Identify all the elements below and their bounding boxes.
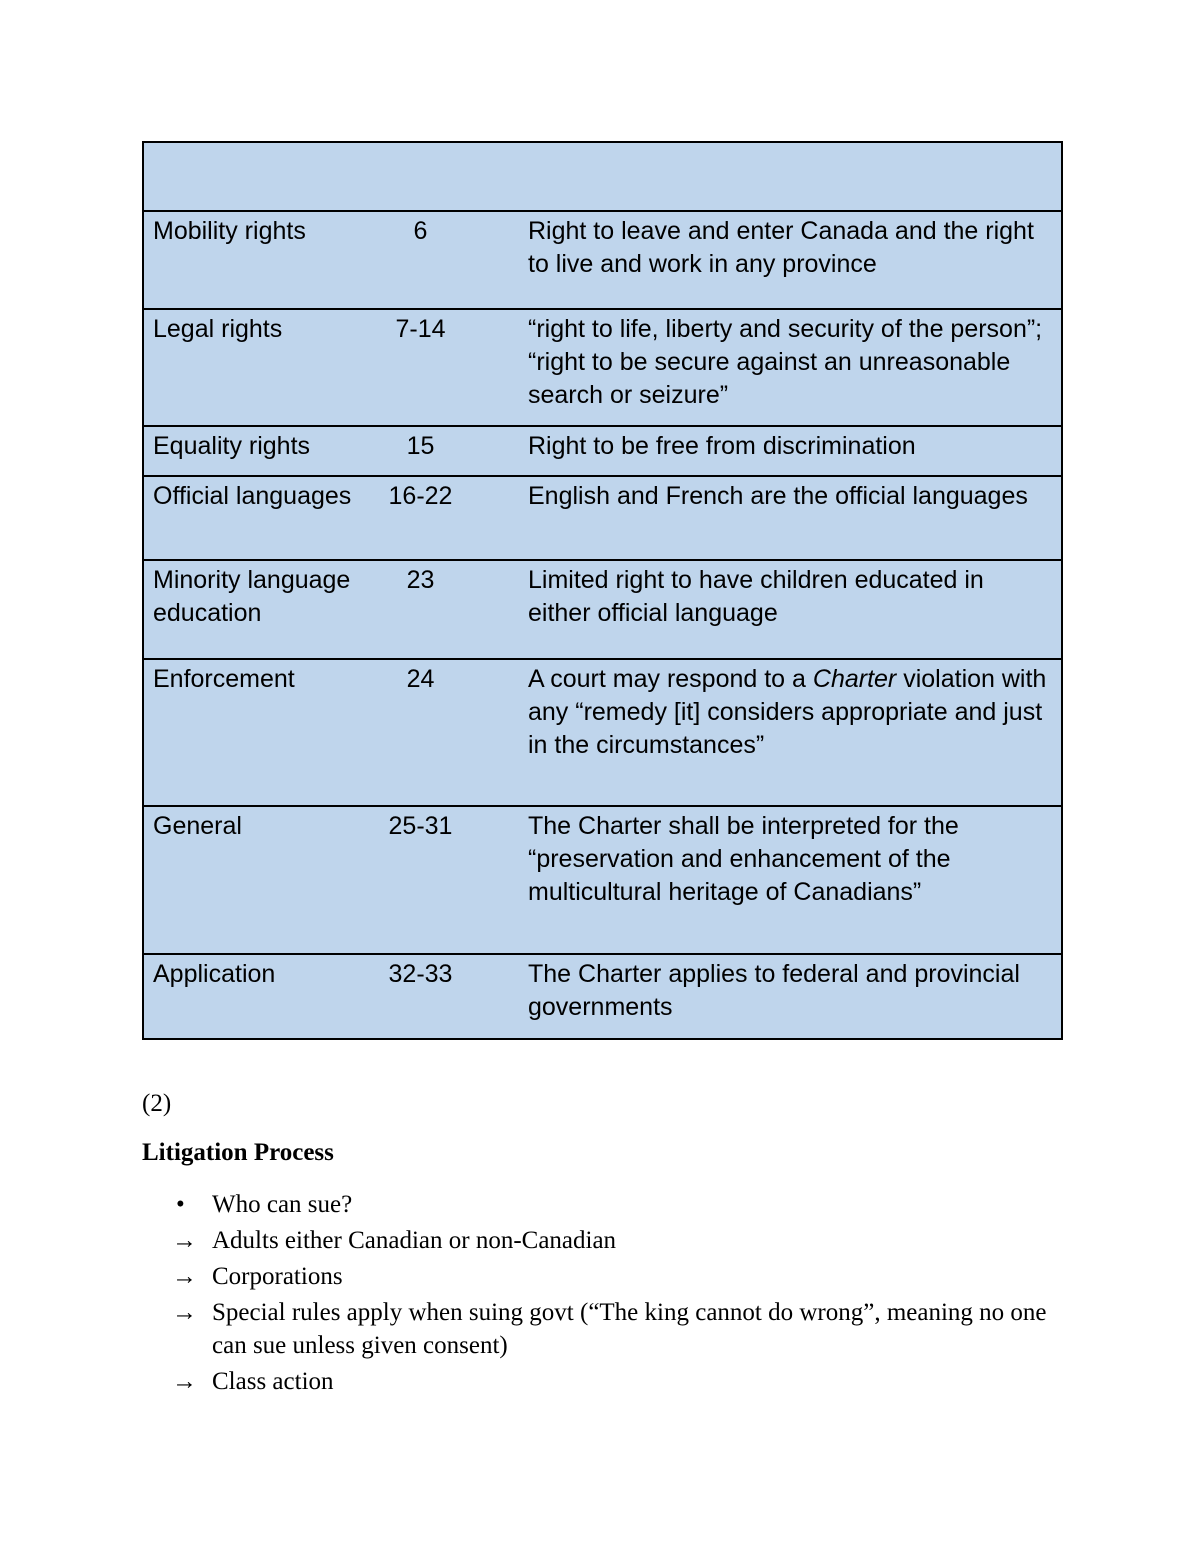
right-name: Enforcement xyxy=(143,659,388,806)
table-header-row xyxy=(143,142,1062,211)
section-heading: Litigation Process xyxy=(142,1139,334,1166)
right-description: Right to leave and enter Canada and the right to live and work in any province xyxy=(498,211,1062,309)
table-row xyxy=(143,560,1062,659)
list-item xyxy=(142,1296,1062,1362)
right-description: “right to life, liberty and security of the person”; “right to be secure against an unreasonable search or seizure” xyxy=(498,309,1062,426)
bullet-icon: • xyxy=(176,1191,185,1218)
right-name: Legal rights xyxy=(143,309,388,426)
table-row xyxy=(143,309,1062,426)
right-description: The Charter applies to federal and provincial governments xyxy=(498,954,1062,1039)
section-numbers: 25-31 xyxy=(388,806,498,954)
list-item-text: Class action xyxy=(212,1368,334,1395)
table-row xyxy=(143,476,1062,560)
right-name: Minority language education xyxy=(143,560,388,659)
right-name: Official languages xyxy=(143,476,388,560)
section-numbers: 23 xyxy=(388,560,498,659)
arrow-right-icon: → xyxy=(172,1299,197,1326)
table-row xyxy=(143,211,1062,309)
list-item-text: Adults either Canadian or non-Canadian xyxy=(212,1227,617,1254)
list-item-text: Special rules apply when suing govt (“The king cannot do wrong”, meaning no one can sue unless given consent) xyxy=(212,1299,1047,1359)
section-numbers: 15 xyxy=(388,426,498,476)
list-item xyxy=(142,1260,1062,1293)
arrow-right-icon: → xyxy=(172,1227,197,1254)
right-description: Limited right to have children educated in either official language xyxy=(498,560,1062,659)
litigation-list xyxy=(142,1188,1062,1401)
right-description: The Charter shall be interpreted for the “preservation and enhancement of the multicultural heritage of Canadians” xyxy=(498,806,1062,954)
section-numbers: 6 xyxy=(388,211,498,309)
right-description xyxy=(498,659,1062,806)
list-item-text: Corporations xyxy=(212,1263,343,1290)
list-item xyxy=(142,1188,1062,1221)
right-name: Equality rights xyxy=(143,426,388,476)
section-numbers: 32-33 xyxy=(388,954,498,1039)
section-numbers: 24 xyxy=(388,659,498,806)
table-row xyxy=(143,426,1062,476)
list-item xyxy=(142,1224,1062,1257)
section-numbers: 16-22 xyxy=(388,476,498,560)
charter-rights-table xyxy=(142,141,1063,1040)
description-text: violation with any “remedy [it] considers appropriate and just in the circumstances” xyxy=(528,665,1047,759)
section-marker: (2) xyxy=(142,1090,172,1117)
table-row xyxy=(143,954,1062,1039)
section-numbers: 7-14 xyxy=(388,309,498,426)
arrow-right-icon: → xyxy=(172,1263,197,1290)
list-item xyxy=(142,1365,1062,1398)
right-name: Mobility rights xyxy=(143,211,388,309)
table-row xyxy=(143,659,1062,806)
right-description: English and French are the official languages xyxy=(498,476,1062,560)
right-description: Right to be free from discrimination xyxy=(498,426,1062,476)
charter-italic-text: Charter xyxy=(812,665,897,693)
right-name: Application xyxy=(143,954,388,1039)
table-row xyxy=(143,806,1062,954)
list-item-text: Who can sue? xyxy=(212,1191,353,1218)
arrow-right-icon: → xyxy=(172,1368,197,1395)
description-text: A court may respond to a xyxy=(528,665,813,693)
right-name: General xyxy=(143,806,388,954)
table-header-cell xyxy=(143,142,1062,211)
